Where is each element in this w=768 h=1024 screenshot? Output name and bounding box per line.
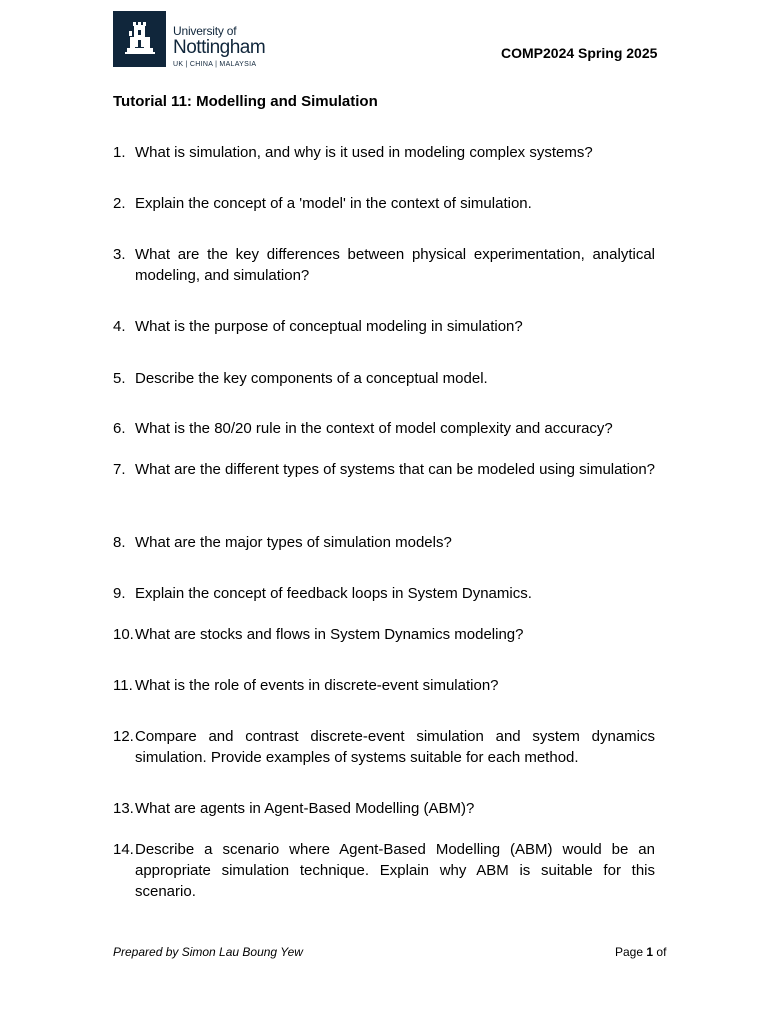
question-item [113, 418, 655, 439]
university-logo [113, 11, 266, 69]
question-number: 5. [113, 370, 126, 387]
question-text: What are the major types of simulation models? [135, 534, 452, 551]
question-item [113, 193, 655, 214]
question-number: 6. [113, 420, 126, 437]
question-text: Explain the concept of feedback loops in System Dynamics. [135, 585, 532, 602]
question-item [113, 142, 655, 163]
question-number: 4. [113, 318, 126, 335]
question-number: 7. [113, 461, 126, 478]
question-item [113, 726, 655, 768]
question-number: 12. [113, 728, 134, 745]
question-item [113, 798, 655, 819]
question-number: 2. [113, 195, 126, 212]
question-text: Describe the key components of a conceptual model. [135, 370, 488, 387]
question-item [113, 368, 655, 389]
logo-tagline: UK | CHINA | MALAYSIA [173, 61, 257, 68]
question-number: 13. [113, 800, 134, 817]
footer-page-indicator [615, 945, 666, 959]
question-item [113, 459, 655, 480]
question-text: Describe a scenario where Agent-Based Modelling (ABM) would be an appropriate simulation technique. Explain why ABM is suitable for this scenario. [135, 841, 655, 900]
question-number: 3. [113, 246, 126, 263]
castle-crest-icon [113, 11, 166, 67]
question-text: Explain the concept of a 'model' in the context of simulation. [135, 195, 532, 212]
question-text: What are the different types of systems that can be modeled using simulation? [135, 461, 656, 478]
question-number: 9. [113, 585, 126, 602]
course-code: COMP2024 Spring 2025 [501, 45, 658, 61]
question-text: What is simulation, and why is it used in modeling complex systems? [135, 144, 593, 161]
question-number: 8. [113, 534, 126, 551]
question-item [113, 244, 655, 286]
question-item [113, 532, 655, 553]
question-item [113, 839, 655, 902]
question-text: What are stocks and flows in System Dynamics modeling? [135, 626, 524, 643]
question-item [113, 675, 655, 696]
question-item [113, 583, 655, 604]
logo-line2: Nottingham [173, 37, 266, 58]
question-number: 10. [113, 626, 134, 643]
page-of-label: of [656, 945, 667, 959]
question-number: 1. [113, 144, 126, 161]
question-number: 14. [113, 841, 134, 858]
question-item [113, 316, 655, 337]
question-item [113, 624, 655, 645]
page-label: Page [615, 945, 644, 959]
question-text: What are agents in Agent-Based Modelling (ABM)? [135, 800, 475, 817]
question-number: 11. [113, 677, 133, 694]
question-text: What is the 80/20 rule in the context of model complexity and accuracy? [135, 420, 613, 437]
page-title: Tutorial 11: Modelling and Simulation [113, 93, 378, 110]
question-text: Compare and contrast discrete-event simulation and system dynamics simulation. Provide examples of systems suitable for each method. [135, 728, 655, 766]
logo-line1: University of [173, 24, 237, 38]
logo-wordmark [173, 25, 265, 70]
page-number: 1 [646, 945, 654, 959]
question-text: What is the role of events in discrete-event simulation? [135, 677, 499, 694]
question-text: What are the key differences between physical experimentation, analytical modeling, and simulation? [135, 246, 655, 284]
footer-author: Prepared by Simon Lau Boung Yew [113, 945, 303, 959]
question-text: What is the purpose of conceptual modeling in simulation? [135, 318, 523, 335]
